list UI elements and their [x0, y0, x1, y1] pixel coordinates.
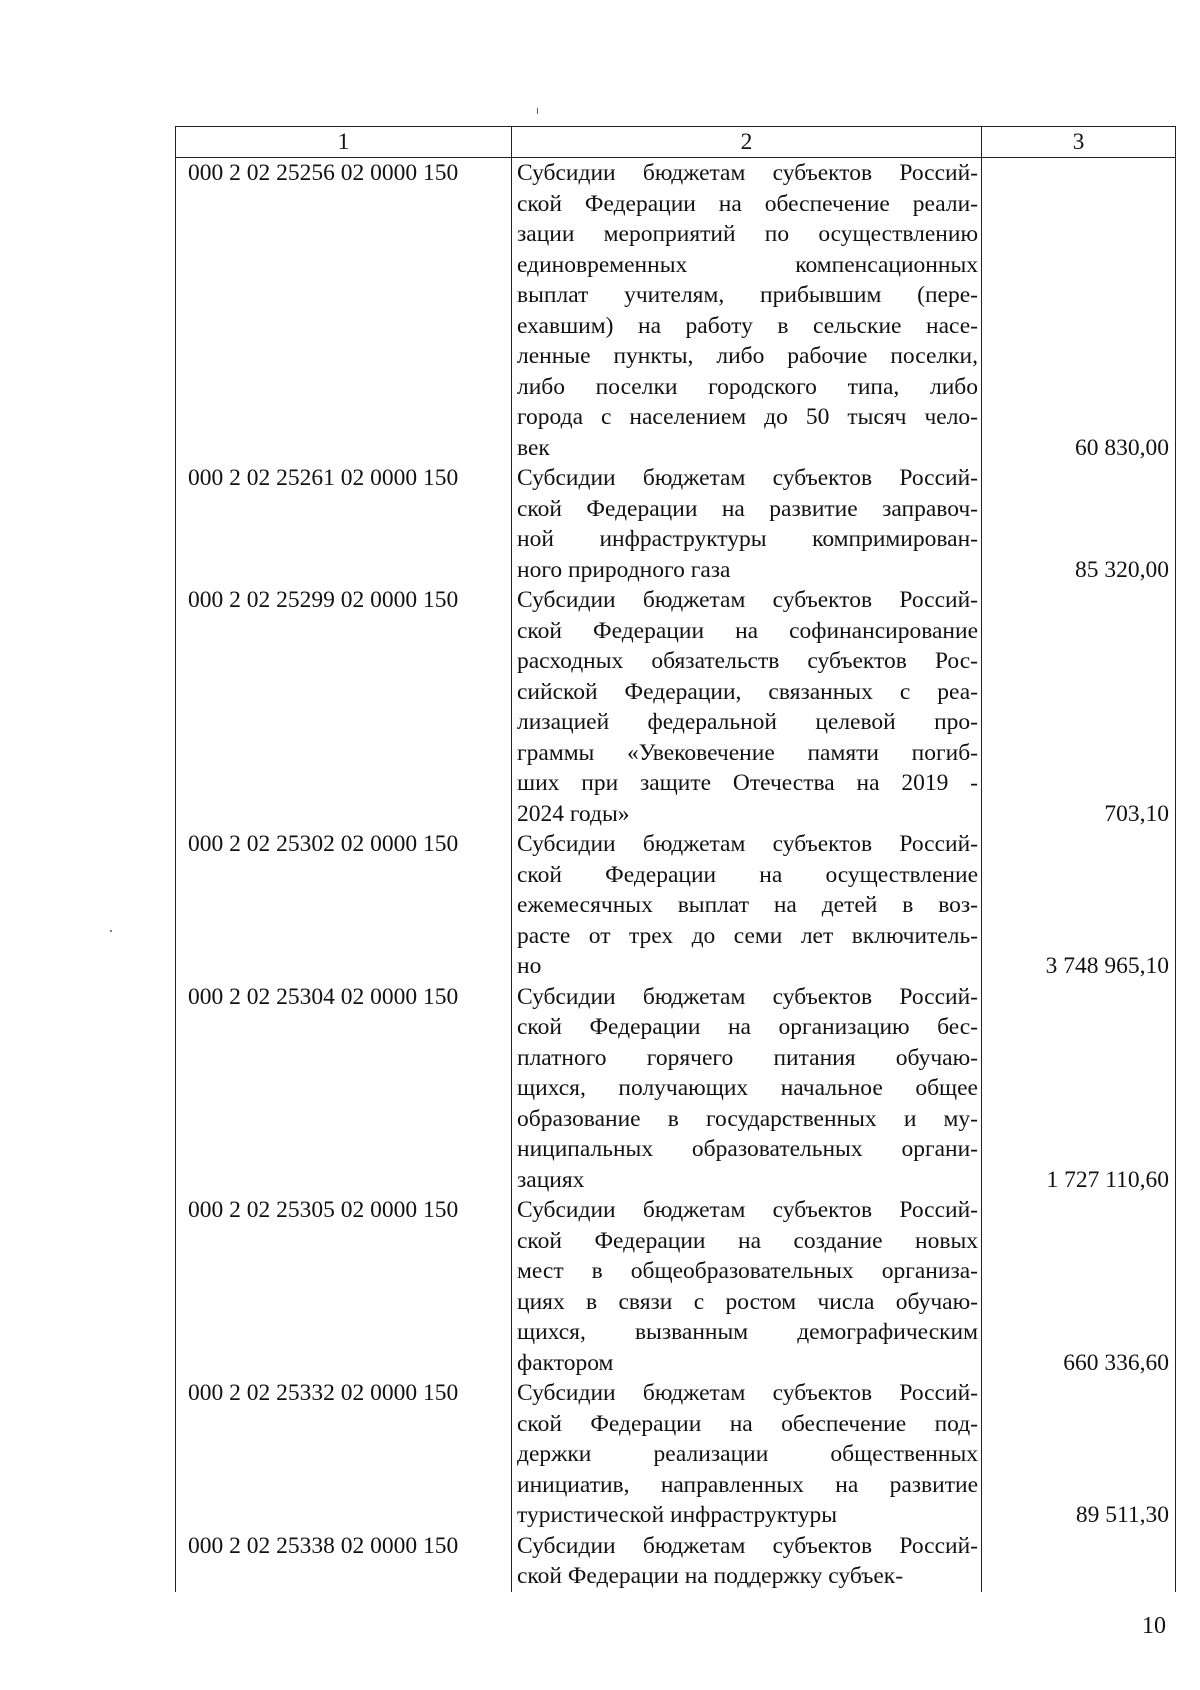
- table-body: [176, 158, 1176, 1592]
- description-line: ших при защите Отечества на 2019 -: [517, 770, 978, 796]
- page-number: 10: [1142, 1613, 1166, 1639]
- description-line: выплат учителям, прибывшим (пере-: [517, 282, 978, 308]
- description-line: зациях: [517, 1166, 585, 1193]
- description-line: лизацией федеральной целевой про-: [517, 709, 978, 735]
- description-line: Субсидии бюджетам субъектов Россий-: [517, 465, 978, 491]
- description-cell: [512, 1195, 982, 1378]
- description-line: Субсидии бюджетам субъектов Россий-: [517, 1197, 978, 1223]
- description-line: ской Федерации на обеспечение реали-: [517, 190, 978, 217]
- description-line: фактором: [517, 1349, 614, 1376]
- description-line: образование в государственных и му-: [517, 1105, 978, 1132]
- table-header-row: [176, 127, 1176, 158]
- description-line: ного природного газа: [517, 556, 731, 583]
- table-row: [176, 829, 1176, 982]
- description-line: расходных обязательств субъектов Рос-: [517, 648, 978, 674]
- budget-code: 000 2 02 25256 02 0000 150: [176, 158, 512, 464]
- table-row: [176, 1195, 1176, 1378]
- description-line: мест в общеобразовательных организа-: [517, 1258, 978, 1284]
- description-line: ской Федерации на создание новых: [517, 1227, 978, 1254]
- table-row: [176, 1378, 1176, 1531]
- description-line: граммы «Увековечение памяти погиб-: [517, 739, 978, 766]
- table-row: [176, 1531, 1176, 1592]
- budget-code: 000 2 02 25332 02 0000 150: [176, 1378, 512, 1531]
- description-line: держки реализации общественных: [517, 1441, 978, 1467]
- description-line: Субсидии бюджетам субъектов Россий-: [517, 160, 978, 186]
- description-line: ниципальных образовательных органи-: [517, 1136, 978, 1162]
- amount-cell: 85 320,00: [982, 463, 1176, 585]
- budget-code: 000 2 02 25299 02 0000 150: [176, 585, 512, 829]
- description-line: либо поселки городского типа, либо: [517, 373, 978, 400]
- description-line: ехавшим) на работу в сельские насе-: [517, 312, 978, 339]
- budget-code: 000 2 02 25305 02 0000 150: [176, 1195, 512, 1378]
- description-line: ской Федерации на развитие заправоч-: [517, 495, 978, 522]
- amount-cell: 1 727 110,60: [982, 982, 1176, 1196]
- table-row: [176, 463, 1176, 585]
- header-col-1: 1: [176, 127, 512, 158]
- scan-speck: [537, 108, 538, 114]
- description-line: Субсидии бюджетам субъектов Россий-: [517, 1532, 978, 1559]
- amount-cell: 703,10: [982, 585, 1176, 829]
- description-line: расте от трех до семи лет включитель-: [517, 922, 978, 949]
- description-line: туристической инфраструктуры: [517, 1502, 838, 1528]
- description-line: платного горячего питания обучаю-: [517, 1044, 978, 1071]
- amount-cell: 660 336,60: [982, 1195, 1176, 1378]
- table-row: [176, 585, 1176, 829]
- description-line: ской Федерации на организацию бес-: [517, 1014, 978, 1040]
- description-line: Субсидии бюджетам субъектов Россий-: [517, 983, 978, 1010]
- description-line: ленные пункты, либо рабочие поселки,: [517, 343, 978, 369]
- description-cell: [512, 585, 982, 829]
- header-col-2: 2: [512, 127, 982, 158]
- description-line: 2024 годы»: [517, 800, 630, 827]
- description-line: ской Федерации на осуществление: [517, 861, 978, 888]
- description-line: Субсидии бюджетам субъектов Россий-: [517, 1380, 978, 1406]
- header-col-3: 3: [982, 127, 1176, 158]
- amount-cell: 89 511,30: [982, 1378, 1176, 1531]
- table-row: [176, 982, 1176, 1196]
- table-row: [176, 158, 1176, 464]
- description-line: ской Федерации на софинансирование: [517, 617, 978, 644]
- description-cell: [512, 463, 982, 585]
- description-cell: [512, 982, 982, 1196]
- description-line: Субсидии бюджетам субъектов Россий-: [517, 831, 978, 857]
- description-line: сийской Федерации, связанных с реа-: [517, 678, 978, 705]
- description-line: ежемесячных выплат на детей в воз-: [517, 892, 978, 918]
- budget-code: 000 2 02 25302 02 0000 150: [176, 829, 512, 982]
- scan-speck: [110, 930, 112, 932]
- description-line: но: [517, 953, 542, 979]
- description-line: ской Федерации на поддержку субъек-: [517, 1563, 904, 1589]
- amount-cell: 3 748 965,10: [982, 829, 1176, 982]
- budget-table: [175, 126, 1176, 1592]
- description-line: Субсидии бюджетам субъектов Россий-: [517, 587, 978, 613]
- budget-code: 000 2 02 25338 02 0000 150: [176, 1531, 512, 1592]
- description-line: города с населением до 50 тысяч чело-: [517, 404, 978, 430]
- description-cell: [512, 1531, 982, 1592]
- description-line: щихся, получающих начальное общее: [517, 1075, 978, 1101]
- budget-code: 000 2 02 25304 02 0000 150: [176, 982, 512, 1196]
- description-line: единовременных компенсационных: [517, 251, 978, 278]
- description-cell: [512, 1378, 982, 1531]
- description-line: циях в связи с ростом числа обучаю-: [517, 1288, 978, 1315]
- description-line: ской Федерации на обеспечение под-: [517, 1410, 978, 1437]
- description-line: век: [517, 434, 550, 461]
- description-line: инициатив, направленных на развитие: [517, 1471, 978, 1498]
- description-cell: [512, 158, 982, 464]
- description-line: щихся, вызванным демографическим: [517, 1319, 978, 1345]
- description-line: ной инфраструктуры компримирован-: [517, 526, 978, 552]
- amount-cell: 60 830,00: [982, 158, 1176, 464]
- budget-code: 000 2 02 25261 02 0000 150: [176, 463, 512, 585]
- amount-cell: [982, 1531, 1176, 1592]
- description-line: зации мероприятий по осуществлению: [517, 221, 978, 247]
- description-cell: [512, 829, 982, 982]
